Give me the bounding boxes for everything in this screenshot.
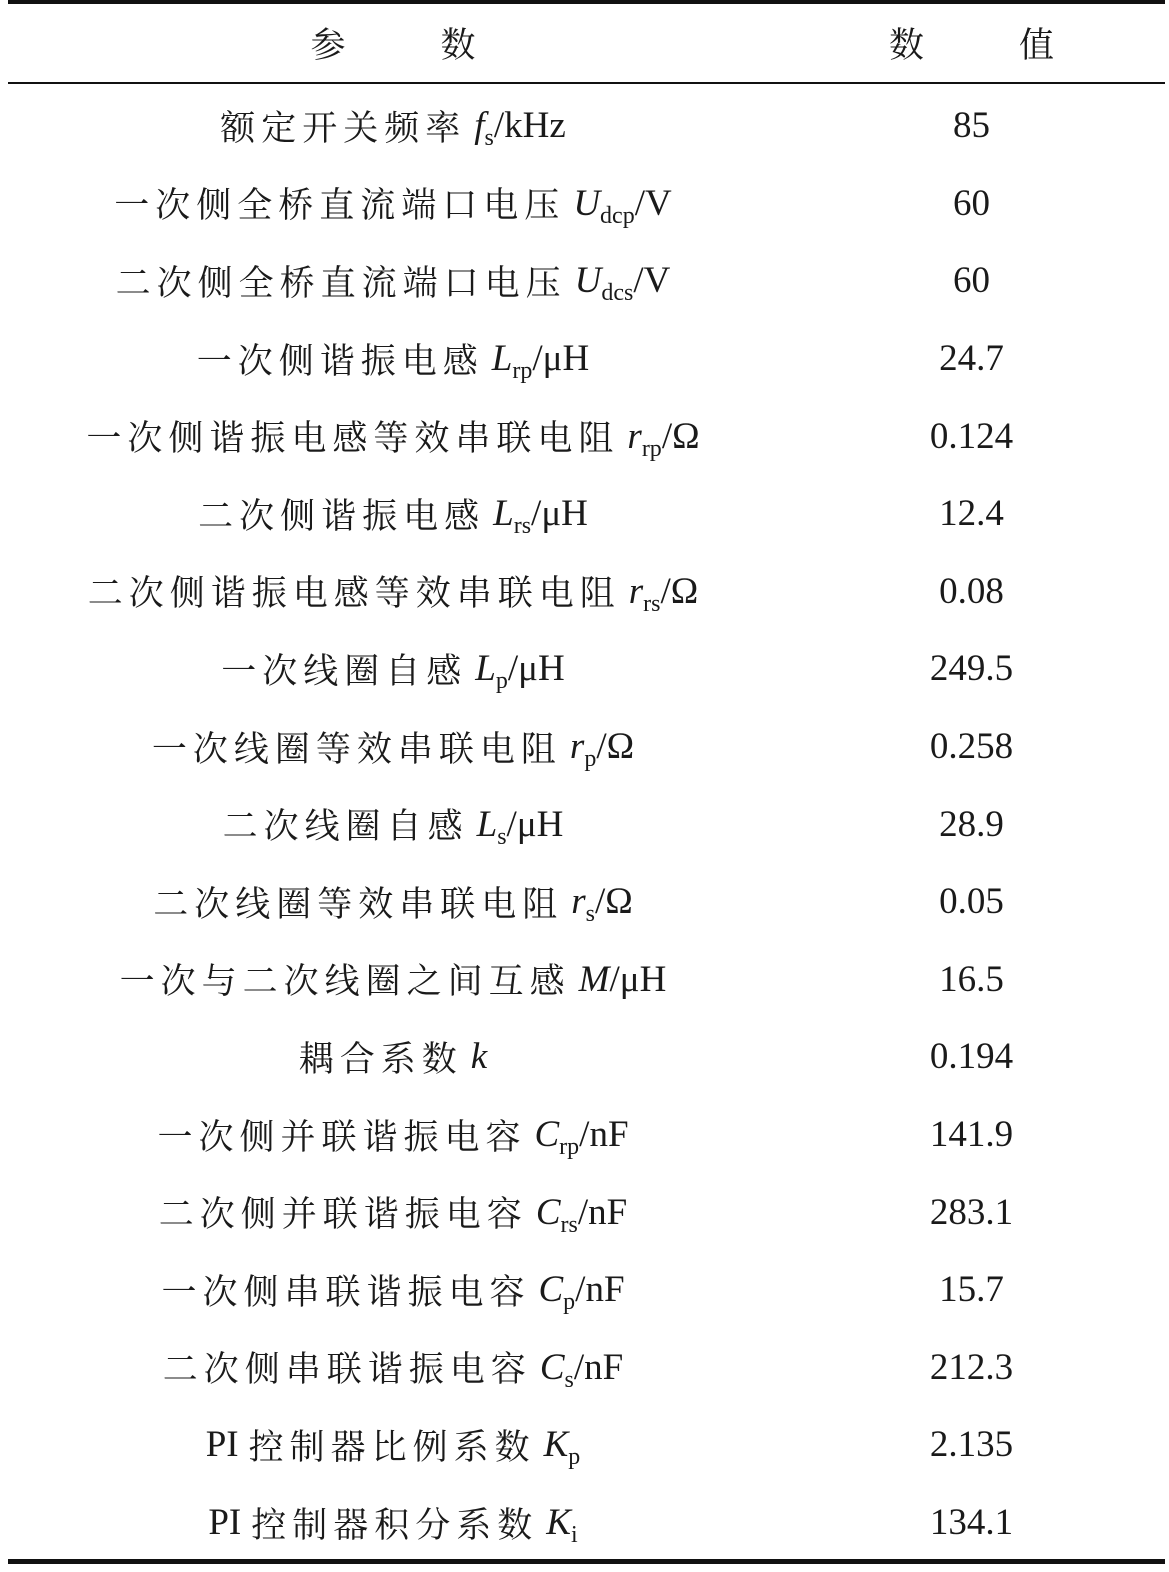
symbol-letter: K <box>543 1424 569 1466</box>
symbol-letter: C <box>539 1346 565 1388</box>
symbol-subscript: rp <box>512 358 533 385</box>
value-cell <box>778 553 1165 631</box>
symbol-letter: U <box>573 182 601 224</box>
param-cell <box>8 475 778 553</box>
param-cell <box>8 630 778 708</box>
param-unit: /μH <box>506 803 564 845</box>
table-row <box>0 630 1169 708</box>
param-name: 耦合系数 <box>298 1039 463 1080</box>
param-value: 28.9 <box>939 803 1004 845</box>
param-name: 二次侧串联谐振电容 <box>162 1350 532 1391</box>
value-cell <box>778 320 1165 398</box>
param-symbol <box>579 958 667 1001</box>
table-header <box>0 0 1169 82</box>
param-cell <box>8 320 778 398</box>
param-symbol <box>476 803 564 850</box>
value-cell <box>778 941 1165 1019</box>
table-row <box>0 708 1169 786</box>
param-name: 二次侧谐振电感等效串联电阻 <box>87 574 621 615</box>
param-name: 控制器比例系数 <box>248 1427 536 1468</box>
table-row <box>0 242 1169 320</box>
param-value: 60 <box>953 260 990 302</box>
param-symbol <box>491 337 590 385</box>
table-row <box>0 1173 1169 1251</box>
param-value: 0.05 <box>939 881 1004 923</box>
table-row <box>0 475 1169 553</box>
param-name: 一次线圈等效串联电阻 <box>151 729 562 770</box>
param-unit: /V <box>633 260 671 302</box>
param-value: 141.9 <box>929 1114 1014 1156</box>
param-prefix: PI <box>205 1424 239 1466</box>
param-symbol <box>546 1501 578 1549</box>
param-value: 12.4 <box>939 493 1004 535</box>
symbol-subscript: s <box>484 125 494 152</box>
value-cell <box>778 785 1165 863</box>
param-unit: /Ω <box>660 570 699 612</box>
value-cell <box>778 1406 1165 1484</box>
param-symbol <box>475 647 565 695</box>
param-unit: /Ω <box>594 881 633 923</box>
symbol-letter: L <box>491 338 513 380</box>
param-cell <box>8 1096 778 1174</box>
symbol-subscript: p <box>584 746 597 773</box>
table-row <box>0 863 1169 941</box>
param-symbol <box>628 570 699 617</box>
param-symbol <box>534 1113 629 1161</box>
table-row <box>0 320 1169 398</box>
param-name: 二次侧并联谐振电容 <box>158 1195 528 1236</box>
param-symbol <box>569 725 635 773</box>
param-cell <box>8 165 778 243</box>
value-cell <box>778 165 1165 243</box>
param-name: 一次线圈自感 <box>221 651 468 692</box>
table-row <box>0 397 1169 475</box>
param-symbol <box>571 880 633 928</box>
header-param-cell <box>8 4 778 82</box>
param-name: 一次与二次线圈之间互感 <box>119 962 571 1003</box>
param-cell <box>8 1251 778 1329</box>
value-cell <box>778 475 1165 553</box>
param-name: 控制器积分系数 <box>251 1505 539 1546</box>
value-cell <box>778 1018 1165 1096</box>
value-cell <box>778 397 1165 475</box>
symbol-subscript: s <box>564 1366 574 1393</box>
value-cell <box>778 1251 1165 1329</box>
param-symbol <box>474 104 566 152</box>
table-row <box>0 87 1169 165</box>
table-header-rule <box>8 82 1165 84</box>
param-value: 15.7 <box>939 1269 1004 1311</box>
param-name: 一次侧并联谐振电容 <box>157 1117 527 1158</box>
param-symbol <box>539 1346 624 1393</box>
param-cell <box>8 397 778 475</box>
header-value-cell <box>778 4 1165 82</box>
table-row <box>0 165 1169 243</box>
param-symbol <box>535 1191 628 1238</box>
symbol-subscript: i <box>570 1522 578 1549</box>
symbol-letter: C <box>538 1269 564 1311</box>
table-row <box>0 1329 1169 1407</box>
param-cell <box>8 87 778 165</box>
value-cell <box>778 863 1165 941</box>
param-symbol <box>538 1268 625 1316</box>
header-param-label: 参 数 <box>310 26 506 66</box>
symbol-letter: r <box>628 570 644 612</box>
symbol-subscript: rp <box>559 1134 580 1161</box>
symbol-subscript: s <box>585 901 595 928</box>
symbol-subscript: rs <box>560 1211 578 1238</box>
param-name: 额定开关频率 <box>220 108 467 149</box>
symbol-letter: k <box>470 1036 488 1078</box>
value-cell <box>778 1096 1165 1174</box>
param-value: 60 <box>953 182 990 224</box>
param-unit: /Ω <box>661 415 700 457</box>
param-name: 一次侧谐振电感 <box>196 341 484 382</box>
param-symbol <box>471 1035 487 1078</box>
param-name: 一次侧串联谐振电容 <box>161 1272 531 1313</box>
param-symbol <box>493 492 588 540</box>
header-value-label: 数 值 <box>888 26 1084 66</box>
table-bottom-rule <box>8 1559 1165 1564</box>
symbol-letter: L <box>493 493 514 535</box>
symbol-subscript: rs <box>513 513 532 540</box>
table-row <box>0 1484 1169 1562</box>
param-symbol <box>627 415 700 462</box>
param-cell <box>8 863 778 941</box>
param-name: 二次侧全桥直流端口电压 <box>115 263 567 304</box>
symbol-letter: M <box>578 958 610 1000</box>
param-unit: /nF <box>575 1269 625 1311</box>
param-name: 二次线圈自感 <box>222 807 469 848</box>
param-name: 一次侧谐振电感等效串联电阻 <box>86 419 620 460</box>
symbol-letter: L <box>475 648 496 690</box>
symbol-letter: r <box>571 881 586 923</box>
symbol-subscript: dcs <box>601 280 634 307</box>
param-value: 134.1 <box>929 1502 1014 1544</box>
param-symbol <box>573 182 672 229</box>
param-unit: /nF <box>573 1346 624 1388</box>
symbol-subscript: rs <box>643 590 661 617</box>
param-cell <box>8 1484 778 1562</box>
table-row <box>0 1406 1169 1484</box>
param-unit: /kHz <box>493 105 566 147</box>
param-cell <box>8 1018 778 1096</box>
param-value: 212.3 <box>929 1346 1014 1388</box>
table-row <box>0 941 1169 1019</box>
param-value: 16.5 <box>939 958 1004 1000</box>
param-value: 0.258 <box>929 726 1014 768</box>
symbol-subscript: s <box>497 823 507 850</box>
param-name: 一次侧全桥直流端口电压 <box>114 186 566 227</box>
symbol-letter: r <box>627 415 642 457</box>
symbol-subscript: rp <box>641 435 662 462</box>
param-unit: /Ω <box>596 726 635 768</box>
symbol-letter: r <box>569 726 585 768</box>
param-value: 0.08 <box>939 570 1004 612</box>
param-cell <box>8 242 778 320</box>
param-prefix: PI <box>208 1502 242 1544</box>
param-unit: /V <box>634 182 672 224</box>
param-value: 0.124 <box>929 415 1014 457</box>
param-value: 283.1 <box>929 1191 1014 1233</box>
param-cell <box>8 1173 778 1251</box>
param-value: 249.5 <box>929 648 1014 690</box>
value-cell <box>778 1329 1165 1407</box>
symbol-letter: U <box>574 260 602 302</box>
symbol-letter: C <box>534 1114 560 1156</box>
param-unit: /μH <box>609 958 667 1000</box>
table-row <box>0 1251 1169 1329</box>
symbol-letter: K <box>546 1502 571 1544</box>
param-unit: /nF <box>579 1114 629 1156</box>
table-row <box>0 785 1169 863</box>
value-cell <box>778 708 1165 786</box>
param-unit: /μH <box>507 648 565 690</box>
symbol-subscript: dcp <box>600 202 635 229</box>
value-cell <box>778 1173 1165 1251</box>
param-unit: /μH <box>531 493 588 535</box>
param-cell <box>8 785 778 863</box>
table-row <box>0 1018 1169 1096</box>
symbol-letter: f <box>474 105 485 147</box>
param-value: 0.194 <box>929 1036 1014 1078</box>
param-value: 85 <box>953 105 990 147</box>
param-name: 二次侧谐振电感 <box>198 496 486 537</box>
symbol-letter: C <box>535 1191 561 1233</box>
table-row <box>0 1096 1169 1174</box>
param-cell <box>8 553 778 631</box>
param-cell <box>8 941 778 1019</box>
symbol-letter: L <box>476 803 498 845</box>
param-unit: /nF <box>577 1191 628 1233</box>
value-cell <box>778 242 1165 320</box>
param-unit: /μH <box>532 338 590 380</box>
param-value: 2.135 <box>929 1424 1014 1466</box>
value-cell <box>778 1484 1165 1562</box>
param-symbol <box>543 1423 581 1471</box>
param-name: 二次线圈等效串联电阻 <box>153 884 564 925</box>
value-cell <box>778 87 1165 165</box>
param-value: 24.7 <box>939 338 1004 380</box>
symbol-subscript: p <box>568 1444 581 1471</box>
param-symbol <box>574 259 671 307</box>
value-cell <box>778 630 1165 708</box>
symbol-subscript: p <box>563 1289 576 1316</box>
table-row <box>0 553 1169 631</box>
param-cell <box>8 1329 778 1407</box>
param-cell <box>8 1406 778 1484</box>
symbol-subscript: p <box>495 668 508 695</box>
param-cell <box>8 708 778 786</box>
